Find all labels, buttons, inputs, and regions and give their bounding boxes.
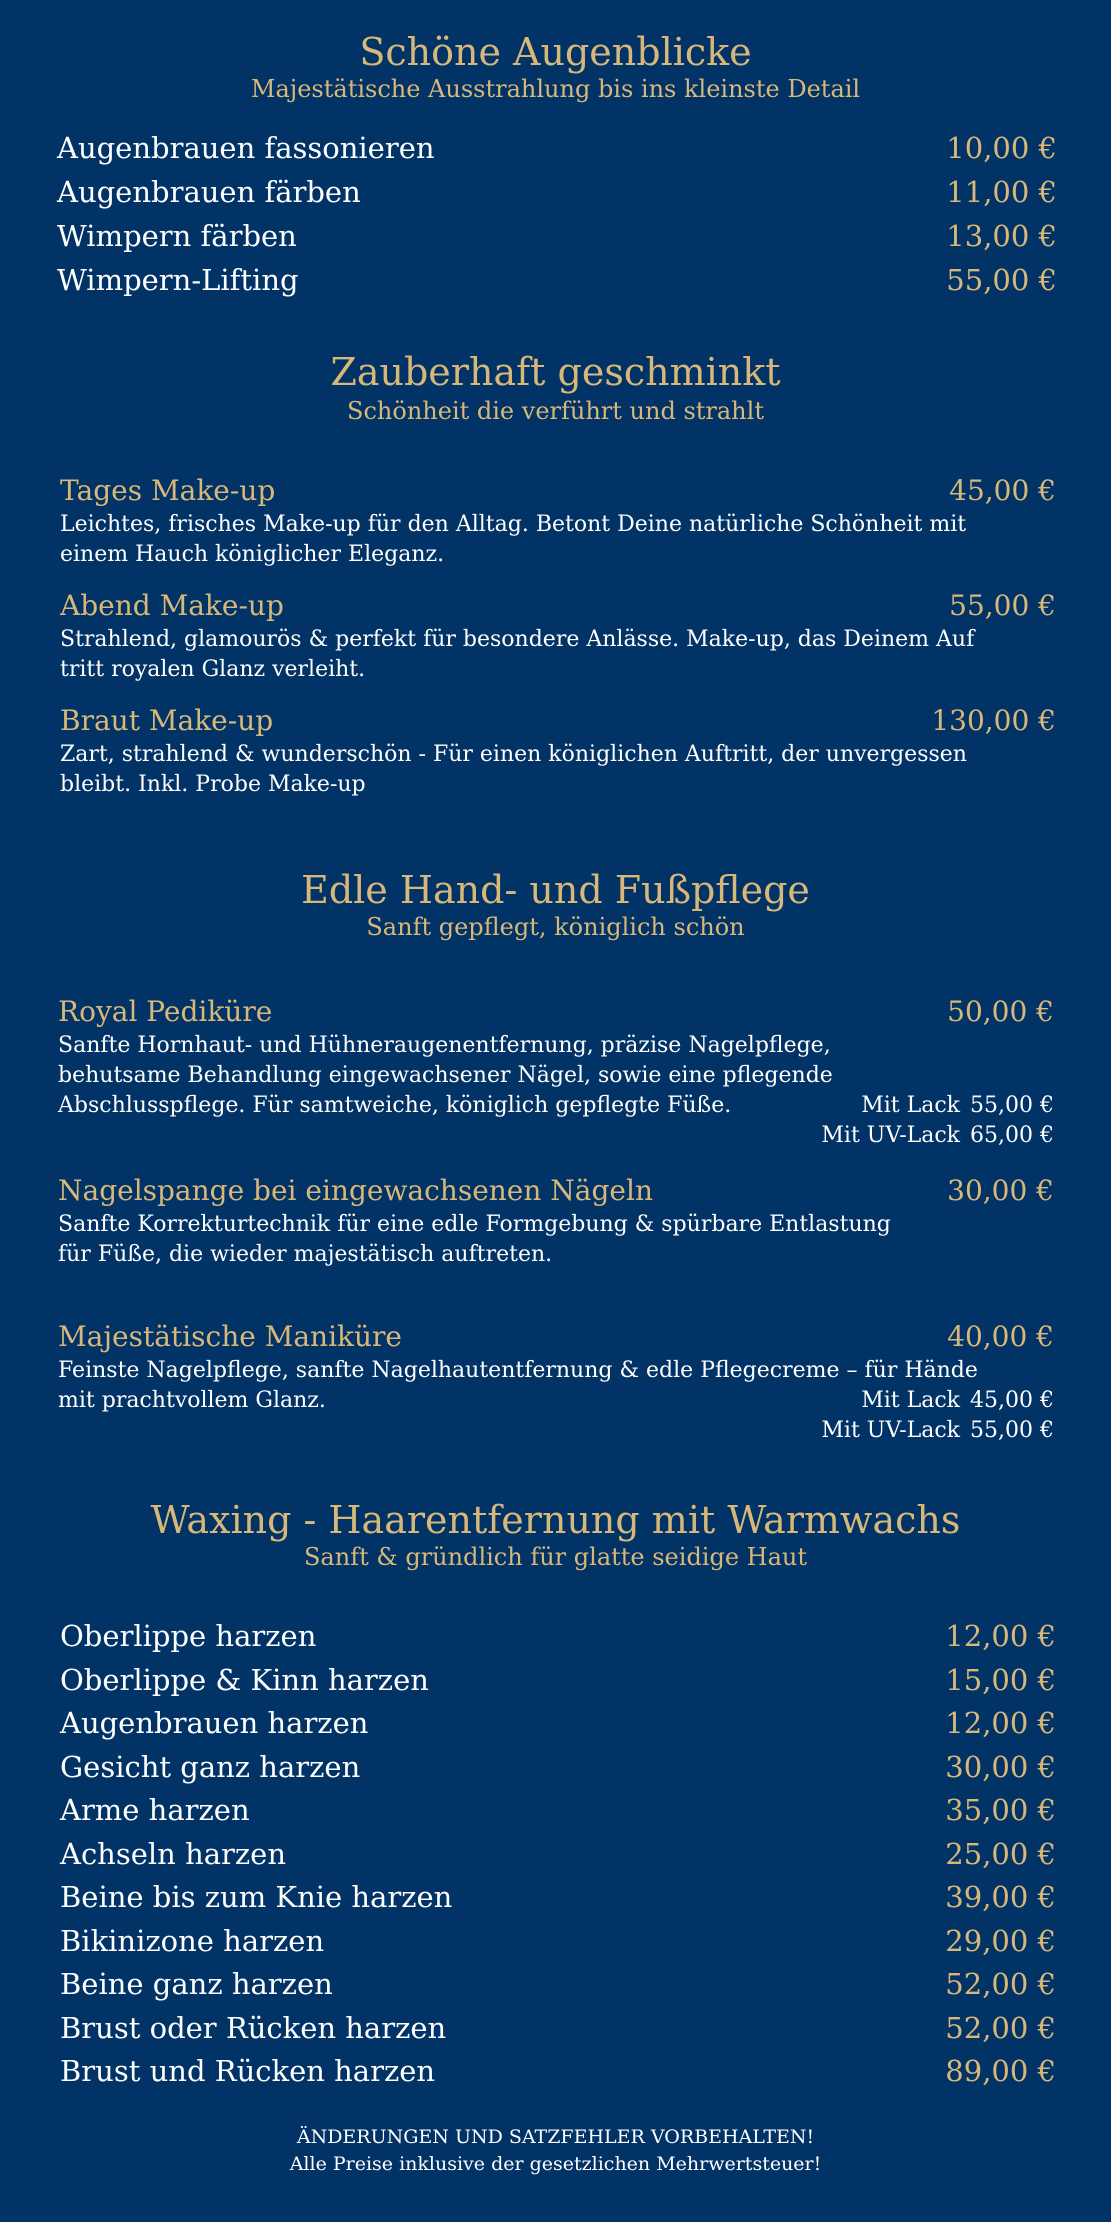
service-item bbox=[58, 1172, 1054, 1270]
section-title-eyes: Schöne Augenblicke bbox=[359, 30, 752, 74]
service-price: 130,00 € bbox=[931, 704, 1056, 737]
service-description: Feinste Nagelpflege, sanfte Nagelhautentfernung & edle Pflegecreme – für Hände mit prachtvollem Glanz. bbox=[58, 1358, 978, 1413]
option-price: 65,00 € bbox=[970, 1123, 1054, 1148]
service-price: 10,00 € bbox=[946, 131, 1057, 165]
option-label: Mit UV-Lack bbox=[821, 1418, 961, 1443]
footer-disclaimer: ÄNDERUNGEN UND SATZFEHLER VORBEHALTEN! bbox=[296, 2126, 815, 2148]
service-price: 52,00 € bbox=[945, 2011, 1056, 2045]
service-price: 25,00 € bbox=[945, 1837, 1056, 1871]
price-row bbox=[60, 1616, 1056, 1656]
service-name: Augenbrauen fassonieren bbox=[57, 131, 435, 165]
service-price: 30,00 € bbox=[947, 1174, 1054, 1207]
service-price: 12,00 € bbox=[945, 1706, 1056, 1740]
section-subtitle-eyes: Majestätische Ausstrahlung bis ins kleinste Detail bbox=[250, 75, 861, 103]
section-title-care: Edle Hand- und Fußpflege bbox=[301, 868, 810, 912]
service-name: Tages Make-up bbox=[60, 474, 276, 507]
service-name: Brust oder Rücken harzen bbox=[60, 2011, 447, 2045]
service-name: Oberlippe & Kinn harzen bbox=[60, 1663, 429, 1697]
service-item bbox=[60, 587, 1056, 685]
price-option bbox=[821, 1386, 1054, 1416]
option-label: Mit UV-Lack bbox=[821, 1123, 961, 1148]
price-row bbox=[60, 1964, 1056, 2004]
footer-tax-note: Alle Preise inklusive der gesetzlichen Mehrwertsteuer! bbox=[289, 2153, 822, 2175]
section-title-waxing: Waxing - Haarentfernung mit Warmwachs bbox=[150, 1498, 961, 1542]
option-label: Mit Lack bbox=[861, 1093, 961, 1118]
service-name: Majestätische Maniküre bbox=[58, 1320, 402, 1353]
section-subtitle-care: Sanft gepflegt, königlich schön bbox=[366, 913, 745, 941]
option-price: 55,00 € bbox=[970, 1418, 1054, 1443]
service-price: 39,00 € bbox=[945, 1880, 1056, 1914]
service-name: Beine ganz harzen bbox=[60, 1967, 333, 2001]
price-row bbox=[60, 1703, 1056, 1743]
option-label: Mit Lack bbox=[861, 1388, 961, 1413]
option-price: 45,00 € bbox=[970, 1388, 1054, 1413]
service-name: Royal Pediküre bbox=[58, 995, 273, 1028]
price-row bbox=[57, 172, 1057, 212]
service-name: Augenbrauen färben bbox=[57, 175, 361, 209]
service-price: 11,00 € bbox=[946, 175, 1057, 209]
service-price: 89,00 € bbox=[945, 2054, 1056, 2088]
service-price: 55,00 € bbox=[946, 263, 1057, 297]
price-row bbox=[60, 2008, 1056, 2048]
service-name: Arme harzen bbox=[60, 1793, 250, 1827]
section-subtitle-makeup: Schönheit die verführt und strahlt bbox=[347, 397, 764, 425]
price-row bbox=[60, 1790, 1056, 1830]
price-row bbox=[57, 128, 1057, 168]
service-description: Sanfte Korrekturtechnik für eine edle Formgebung & spürbare Entlastung für Füße, die wieder majestätisch auftreten. bbox=[58, 1212, 891, 1267]
service-price: 15,00 € bbox=[945, 1663, 1056, 1697]
service-name: Gesicht ganz harzen bbox=[60, 1750, 361, 1784]
price-options bbox=[821, 1091, 1054, 1151]
service-price: 40,00 € bbox=[947, 1320, 1054, 1353]
service-name: Augenbrauen harzen bbox=[60, 1706, 369, 1740]
price-row bbox=[60, 1660, 1056, 1700]
service-price: 50,00 € bbox=[947, 995, 1054, 1028]
service-name: Wimpern-Lifting bbox=[57, 263, 299, 297]
price-option bbox=[821, 1416, 1054, 1446]
service-name: Brust und Rücken harzen bbox=[60, 2054, 436, 2088]
price-row bbox=[60, 1877, 1056, 1917]
service-price: 45,00 € bbox=[949, 474, 1056, 507]
service-description: Strahlend, glamourös & perfekt für besondere Anlässe. Make-up, das Deinem Auf tritt royalen Glanz verleiht. bbox=[60, 627, 975, 682]
option-price: 55,00 € bbox=[970, 1093, 1054, 1118]
price-row bbox=[60, 1921, 1056, 1961]
service-name: Bikinizone harzen bbox=[60, 1924, 325, 1958]
service-item bbox=[60, 472, 1056, 570]
service-price: 55,00 € bbox=[949, 589, 1056, 622]
price-row bbox=[60, 1834, 1056, 1874]
price-options bbox=[821, 1386, 1054, 1446]
price-row bbox=[60, 1747, 1056, 1787]
price-option bbox=[821, 1121, 1054, 1151]
service-item bbox=[60, 702, 1056, 800]
service-name: Abend Make-up bbox=[60, 589, 284, 622]
service-price: 30,00 € bbox=[945, 1750, 1056, 1784]
service-price: 52,00 € bbox=[945, 1967, 1056, 2001]
service-price: 29,00 € bbox=[945, 1924, 1056, 1958]
service-name: Achseln harzen bbox=[60, 1837, 287, 1871]
service-name: Oberlippe harzen bbox=[60, 1619, 317, 1653]
price-option bbox=[821, 1091, 1054, 1121]
service-item bbox=[58, 1318, 1054, 1443]
service-name: Wimpern färben bbox=[57, 219, 297, 253]
service-description: Sanfte Hornhaut- und Hühneraugenentfernung, präzise Nagelpflege, behutsame Behandlung eingewachsener Nägel, sowie eine pflegende Abschlusspflege. Für samtweiche, königlich gepflegte Füße. bbox=[58, 1033, 833, 1118]
service-name: Braut Make-up bbox=[60, 704, 274, 737]
service-description: Leichtes, frisches Make-up für den Alltag. Betont Deine natürliche Schönheit mit einem Hauch königlicher Eleganz. bbox=[60, 512, 967, 567]
price-row bbox=[57, 260, 1057, 300]
service-name: Beine bis zum Knie harzen bbox=[60, 1880, 453, 1914]
price-row bbox=[57, 216, 1057, 256]
service-item bbox=[58, 993, 1054, 1148]
service-description: Zart, strahlend & wunderschön - Für einen königlichen Auftritt, der unvergessen bleibt. Inkl. Probe Make-up bbox=[60, 742, 967, 797]
service-price: 13,00 € bbox=[946, 219, 1057, 253]
section-subtitle-waxing: Sanft & gründlich für glatte seidige Haut bbox=[303, 1543, 808, 1571]
price-row bbox=[60, 2051, 1056, 2091]
service-name: Nagelspange bei eingewachsenen Nägeln bbox=[58, 1174, 653, 1207]
section-title-makeup: Zauberhaft geschminkt bbox=[330, 350, 781, 394]
service-price: 35,00 € bbox=[945, 1793, 1056, 1827]
service-price: 12,00 € bbox=[945, 1619, 1056, 1653]
